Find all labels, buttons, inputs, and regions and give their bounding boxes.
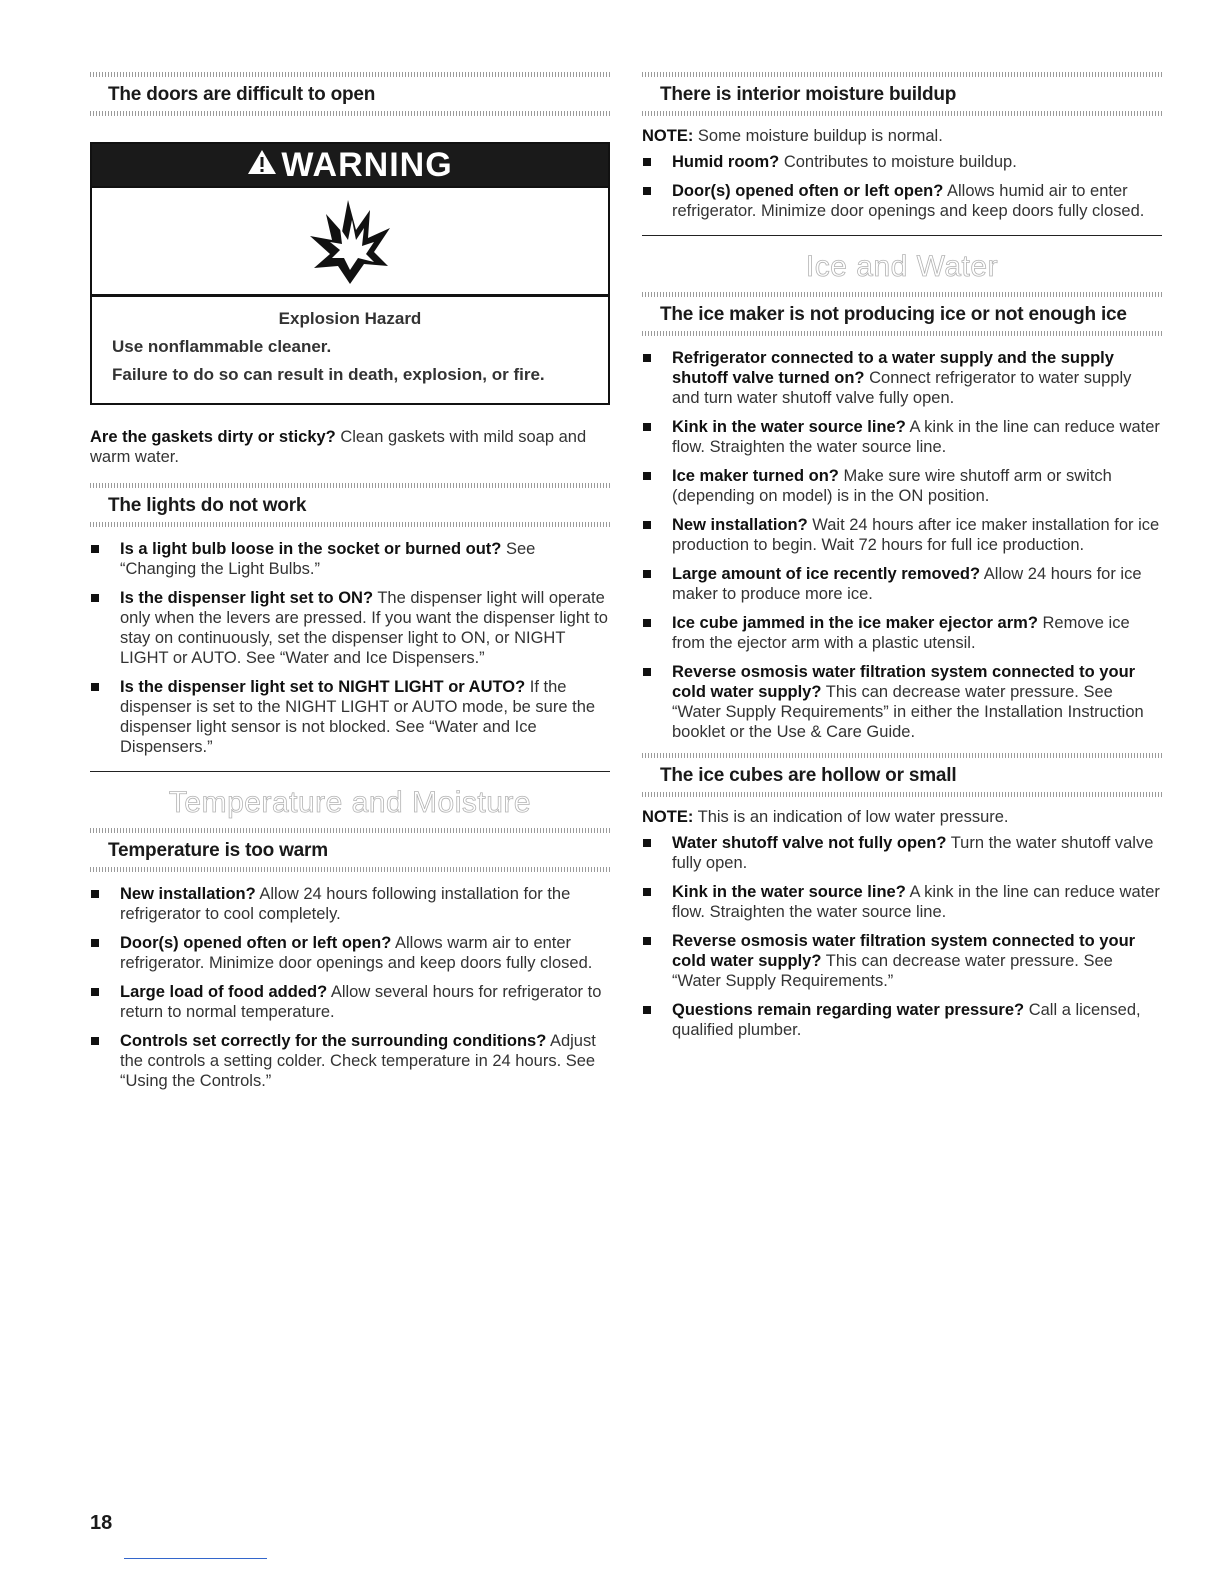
list-item (642, 348, 1162, 408)
hollow-cubes-heading: The ice cubes are hollow or small (642, 751, 1162, 797)
moisture-heading: There is interior moisture buildup (642, 70, 1162, 116)
section-divider (90, 771, 610, 772)
list-item (642, 833, 1162, 873)
item-question: Kink in the water source line? (672, 883, 906, 901)
item-question: Is the dispenser light set to NIGHT LIGHT or AUTO? (120, 678, 526, 696)
list-item (642, 564, 1162, 604)
item-answer: A kink in the line can reduce water flow. Straighten the water source line. (672, 418, 1160, 456)
gaskets-answer: Clean gaskets with mild soap and warm water. (90, 428, 587, 466)
lights-list (90, 539, 610, 757)
item-question: Humid room? (672, 153, 780, 171)
section-title-temperature: Temperature and Moisture (168, 786, 532, 819)
list-item (90, 677, 610, 757)
item-answer: If the dispenser is set to the NIGHT LIGHT or AUTO mode, be sure the dispenser light sensor is not blocked. See “Water and Ice Dispensers.” (120, 678, 596, 756)
list-item (90, 884, 610, 924)
list-item (90, 539, 610, 579)
item-answer: The dispenser light will operate only when the levers are pressed. If you want the dispenser light to stay on continuously, set the dispenser light to ON, or NIGHT LIGHT or AUTO. See “Water and Ice Dispensers.” (120, 589, 608, 667)
item-answer: A kink in the line can reduce water flow. Straighten the water source line. (672, 883, 1160, 921)
temperature-list (90, 884, 610, 1091)
item-answer: Turn the water shutoff valve fully open. (672, 834, 1154, 872)
list-item (642, 152, 1162, 172)
ice-maker-list (642, 348, 1162, 742)
list-item (642, 1000, 1162, 1040)
section-divider (642, 235, 1162, 236)
note-text: Some moisture buildup is normal. (693, 127, 943, 145)
lights-heading: The lights do not work (90, 481, 610, 527)
item-question: Kink in the water source line? (672, 418, 906, 436)
item-question: New installation? (120, 885, 256, 903)
item-question: Ice cube jammed in the ice maker ejector arm? (672, 614, 1038, 632)
warning-triangle-icon (247, 146, 277, 185)
item-question: Door(s) opened often or left open? (120, 934, 392, 952)
item-answer: Allows humid air to enter refrigerator. Minimize door openings and keep doors fully closed. (672, 182, 1145, 220)
list-item (642, 181, 1162, 221)
gaskets-paragraph (90, 427, 610, 467)
hollow-cubes-list (642, 833, 1162, 1040)
moisture-list (642, 152, 1162, 221)
item-question: Large load of food added? (120, 983, 328, 1001)
item-question: Reverse osmosis water filtration system connected to your cold water supply? (672, 932, 1136, 970)
explosion-icon (308, 196, 392, 286)
item-answer: Contributes to moisture buildup. (779, 153, 1017, 171)
right-column (642, 70, 1162, 1049)
list-item (90, 1031, 610, 1091)
item-answer: Allow several hours for refrigerator to return to normal temperature. (120, 983, 602, 1021)
warning-pictogram-area (92, 188, 608, 297)
left-column (90, 70, 610, 1100)
list-item (642, 613, 1162, 653)
warning-instruction: Use nonflammable cleaner. (112, 337, 332, 356)
item-question: Refrigerator connected to a water supply and the supply shutoff valve turned on? (672, 349, 1114, 387)
item-question: Water shutoff valve not fully open? (672, 834, 947, 852)
hollow-note (642, 807, 1162, 827)
item-answer: Make sure wire shutoff arm or switch (depending on model) is in the ON position. (672, 467, 1112, 505)
list-item (642, 466, 1162, 506)
note-text: This is an indication of low water pressure. (693, 808, 1009, 826)
item-answer: Adjust the controls a setting colder. Check temperature in 24 hours. See “Using the Controls.” (120, 1032, 596, 1090)
section-title-ice-water: Ice and Water (805, 250, 999, 283)
item-answer: Remove ice from the ejector arm with a plastic utensil. (672, 614, 1130, 652)
list-item (90, 982, 610, 1022)
item-question: Ice maker turned on? (672, 467, 839, 485)
item-question: Door(s) opened often or left open? (672, 182, 944, 200)
warning-title: WARNING (281, 145, 453, 184)
list-item (642, 882, 1162, 922)
item-answer: Call a licensed, qualified plumber. (672, 1001, 1141, 1039)
warning-header (92, 144, 608, 188)
footer-rule (124, 1558, 267, 1559)
ice-maker-heading: The ice maker is not producing ice or not enough ice (642, 290, 1162, 336)
item-question: Reverse osmosis water filtration system connected to your cold water supply? (672, 663, 1136, 701)
list-item (90, 588, 610, 668)
item-answer: Wait 24 hours after ice maker installation for ice production to begin. Wait 72 hours for full ice production. (672, 516, 1160, 554)
doors-heading: The doors are difficult to open (90, 70, 610, 116)
item-answer: Allow 24 hours following installation for the refrigerator to cool completely. (120, 885, 571, 923)
moisture-note (642, 126, 1162, 146)
item-question: New installation? (672, 516, 808, 534)
gaskets-question: Are the gaskets dirty or sticky? (90, 428, 336, 446)
item-question: Is a light bulb loose in the socket or burned out? (120, 540, 502, 558)
item-question: Questions remain regarding water pressure? (672, 1001, 1025, 1019)
page-number: 18 (90, 1512, 113, 1534)
item-answer: This can decrease water pressure. See “Water Supply Requirements.” (672, 952, 1113, 990)
list-item (642, 931, 1162, 991)
warning-consequence: Failure to do so can result in death, explosion, or fire. (112, 365, 545, 384)
item-answer: See “Changing the Light Bulbs.” (120, 540, 536, 578)
item-question: Is the dispenser light set to ON? (120, 589, 374, 607)
item-answer: Allows warm air to enter refrigerator. Minimize door openings and keep doors fully closed. (120, 934, 593, 972)
note-label: NOTE: (642, 808, 694, 826)
list-item (642, 662, 1162, 742)
item-answer: This can decrease water pressure. See “Water Supply Requirements” in either the Installation Instruction booklet or the Use & Care Guide. (672, 683, 1144, 741)
note-label: NOTE: (642, 127, 694, 145)
list-item (642, 417, 1162, 457)
item-question: Large amount of ice recently removed? (672, 565, 981, 583)
item-answer: Connect refrigerator to water supply and turn water shutoff valve fully open. (672, 369, 1132, 407)
temperature-heading: Temperature is too warm (90, 826, 610, 872)
item-question: Controls set correctly for the surrounding conditions? (120, 1032, 547, 1050)
warning-box (90, 142, 610, 405)
item-answer: Allow 24 hours for ice maker to produce more ice. (672, 565, 1142, 603)
list-item (90, 933, 610, 973)
warning-hazard-label: Explosion Hazard (278, 309, 422, 328)
list-item (642, 515, 1162, 555)
